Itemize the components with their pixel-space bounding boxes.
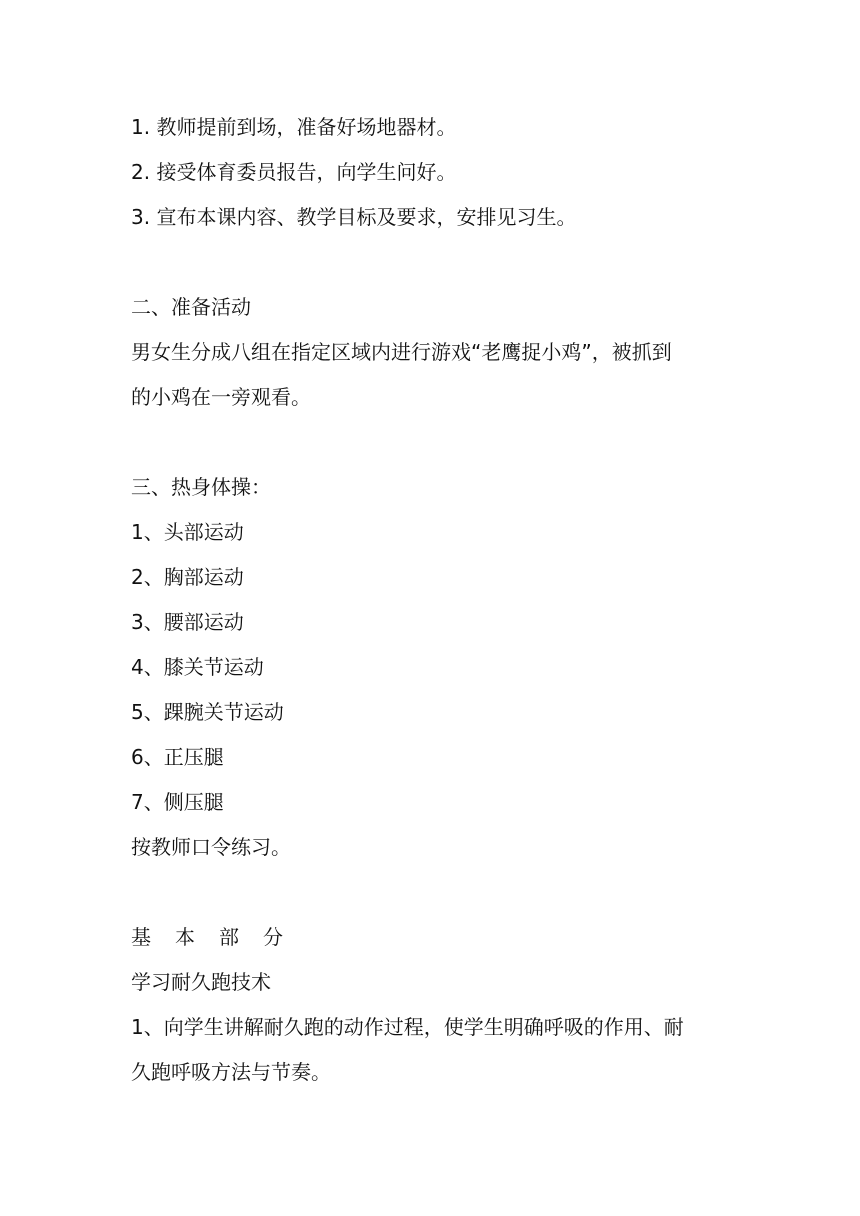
prep-body-line-1: 男女生分成八组在指定区域内进行游戏“老鹰捉小鸡”，被抓到	[131, 340, 672, 364]
basic-item-1-line-2: 久跑呼吸方法与节奏。	[131, 1060, 331, 1084]
warmup-item-2: 2、胸部运动	[131, 565, 244, 589]
basic-subtitle: 学习耐久跑技术	[131, 970, 271, 994]
warmup-item-5: 5、踝腕关节运动	[131, 700, 284, 724]
intro-item-1: 1. 教师提前到场，准备好场地器材。	[131, 115, 457, 139]
warmup-item-4: 4、膝关节运动	[131, 655, 264, 679]
warmup-item-7: 7、侧压腿	[131, 790, 224, 814]
intro-item-3: 3. 宣布本课内容、教学目标及要求，安排见习生。	[131, 205, 577, 229]
warmup-item-3: 3、腰部运动	[131, 610, 244, 634]
prep-heading: 二、准备活动	[131, 295, 251, 319]
warmup-heading: 三、热身体操：	[131, 475, 271, 499]
basic-heading-char-2: 本	[175, 925, 195, 949]
warmup-item-6: 6、正压腿	[131, 745, 224, 769]
prep-body-line-2: 的小鸡在一旁观看。	[131, 385, 311, 409]
intro-item-2: 2. 接受体育委员报告，向学生问好。	[131, 160, 457, 184]
basic-heading-char-4: 分	[263, 925, 283, 949]
basic-heading-char-3: 部	[219, 925, 239, 949]
basic-heading	[131, 923, 307, 951]
warmup-item-1: 1、头部运动	[131, 520, 244, 544]
warmup-note: 按教师口令练习。	[131, 835, 291, 859]
basic-item-1-line-1: 1、向学生讲解耐久跑的动作过程，使学生明确呼吸的作用、耐	[131, 1015, 684, 1039]
basic-heading-char-1: 基	[131, 925, 151, 949]
